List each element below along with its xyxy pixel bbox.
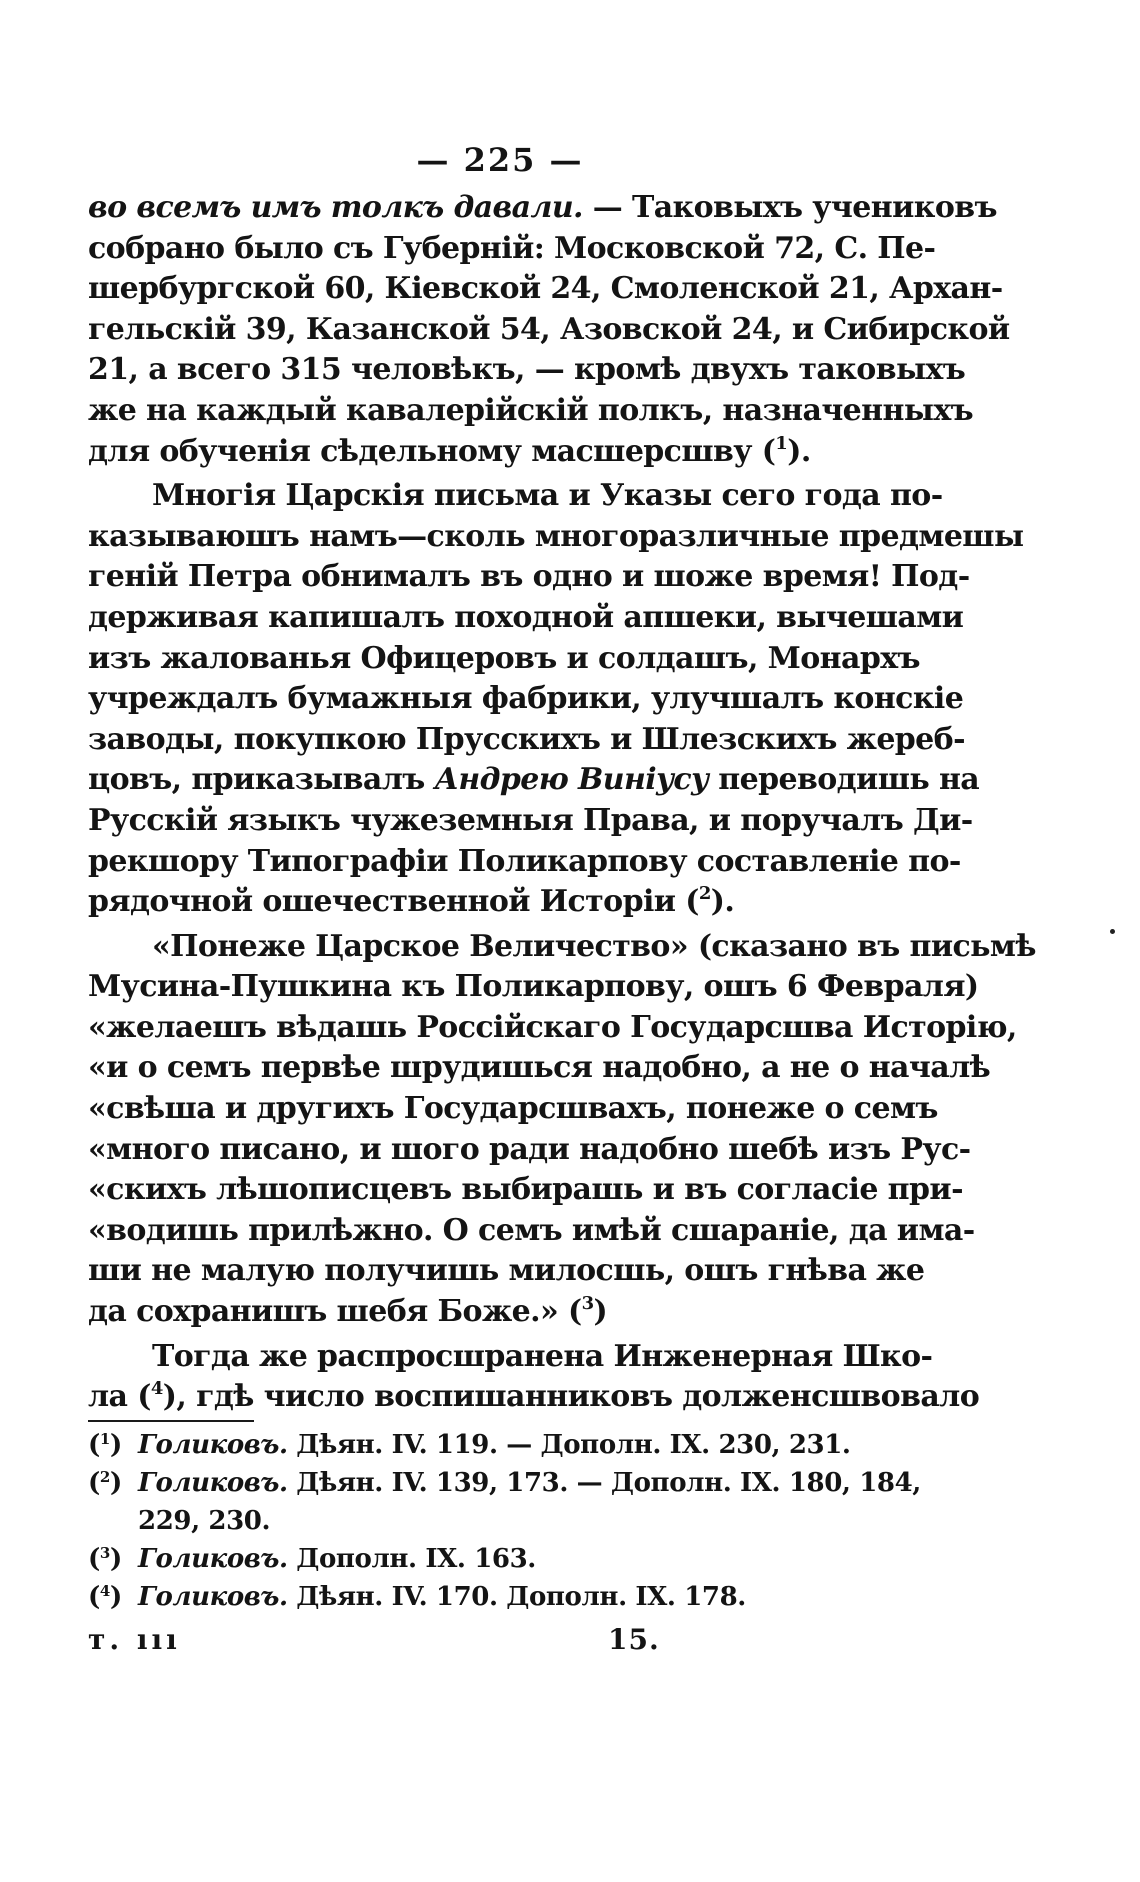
text-line: геній Петра обнималъ въ одно и шоже время! Под- (88, 559, 970, 595)
footnote-ref[interactable]: 4 (150, 1378, 163, 1400)
footnote-ref[interactable]: 2 (698, 883, 711, 905)
text-line: «желаешъ вѣдашь Россійскаго Государсшва Исторію, (88, 1009, 1017, 1045)
footnote-1 (88, 1426, 890, 1464)
text-line: «водишь прилѣжно. О семъ имѣй сшараніе, да има- (88, 1212, 975, 1248)
line-text: для обученія сѣдельному масшерсшву ( (88, 433, 776, 469)
text-line: рекшору Типографіи Поликарпову составленіе по- (88, 843, 961, 879)
text-line: собрано было съ Губерній: Московской 72, С. Пе- (88, 230, 936, 266)
text-line: «много писано, и шого ради надобно шебѣ изъ Рус- (88, 1131, 971, 1167)
text-line: шербургской 60, Кіевской 24, Смоленской 21, Архан- (88, 271, 1003, 307)
sheet-number: 15. (608, 1622, 660, 1656)
italic-phrase: во всемъ имъ толкъ давали. (88, 190, 583, 225)
line-text: ла ( (88, 1379, 151, 1415)
line-text: ). (710, 884, 735, 920)
footnote-text: Дѣян. IV. 139, 173. — Дополн. IX. 180, 184, (287, 1467, 921, 1498)
volume-mark: т. ııı (88, 1622, 181, 1656)
text-line: «свѣша и другихъ Государсшвахъ, понеже о семъ (88, 1091, 938, 1127)
text-line: гельскій 39, Казанской 54, Азовской 24, и Сибирской (88, 311, 1010, 347)
text-line (88, 188, 997, 229)
line-text: ), гдѣ число воспишанниковъ долженсшвовало (162, 1379, 980, 1415)
footnote-author: Голиковъ. (138, 1467, 288, 1498)
footnote-author: Голиковъ. (138, 1429, 288, 1460)
text-line: ши не малую получишь милосшь, ошъ гнѣва же (88, 1253, 925, 1289)
main-text (88, 188, 1036, 1418)
footnote-text: Дополн. IX. 163. (287, 1543, 536, 1574)
footnote-2-continuation: 229, 230. (138, 1505, 271, 1536)
italic-name: Андрею Виніусу (434, 762, 709, 798)
footnote-4 (88, 1578, 890, 1616)
text-line: 21, а всего 315 человѣкъ, — кромѣ двухъ таковыхъ (88, 352, 966, 388)
line-text: — Таковыхъ учениковъ (582, 190, 997, 225)
text-line (88, 882, 890, 923)
paragraph-3 (88, 927, 1036, 1333)
text-line (88, 1377, 980, 1418)
text-line (88, 760, 980, 801)
paragraph-4 (88, 1337, 980, 1418)
text-line: изъ жалованья Офицеровъ и солдашъ, Монархъ (88, 640, 920, 676)
text-line: заводы, покупкою Прусскихъ и Шлезскихъ жереб- (88, 721, 965, 757)
text-line: Тогда же распросшранена Инженерная Шко- (152, 1338, 933, 1374)
footnote-text: Дѣян. IV. 170. Дополн. IX. 178. (287, 1581, 746, 1612)
footnote-text: Дѣян. IV. 119. — Дополн. IX. 230, 231. (287, 1429, 851, 1460)
line-text: ). (787, 433, 811, 469)
text-line: «Понеже Царское Величество» (сказано въ письмѣ (152, 928, 1036, 964)
paragraph-2 (88, 476, 1024, 923)
footnotes (88, 1426, 921, 1616)
text-line: «скихъ лѣшописцевъ выбирашь и въ согласіе при- (88, 1172, 963, 1208)
line-text: переводишь на (708, 762, 980, 798)
footnote-ref[interactable]: 3 (581, 1293, 594, 1315)
text-line: «и о семъ первѣе шрудишься надобно, а не о началѣ (88, 1050, 991, 1086)
text-line: Мусина-Пушкина къ Поликарпову, ошъ 6 Февраля) (88, 969, 979, 1005)
text-line (88, 432, 890, 473)
book-page (88, 132, 1036, 1662)
line-text: да сохранишъ шебя Боже.» ( (88, 1294, 582, 1330)
text-line (88, 1292, 890, 1333)
footnote-mark: ($^2$) (88, 1467, 122, 1498)
text-line: учреждалъ бумажныя фабрики, улучшалъ конскіе (88, 681, 964, 717)
line-text: рядочной ошечественной Исторіи ( (88, 884, 699, 920)
footnote-2 (88, 1464, 921, 1502)
footnote-author: Голиковъ. (138, 1581, 288, 1612)
paragraph-1 (88, 188, 1010, 472)
footnote-mark: ($^1$) (88, 1429, 122, 1460)
text-line: же на каждый кавалерійскій полкъ, назначенныхъ (88, 392, 974, 428)
line-text: ) (593, 1294, 608, 1330)
ink-speck (1110, 929, 1115, 934)
footnote-author: Голиковъ. (138, 1543, 288, 1574)
footnote-mark: ($^4$) (88, 1581, 122, 1612)
text-line: казываюшъ намъ—сколь многоразличные предмешы (88, 518, 1024, 554)
text-line: Многія Царскія письма и Указы сего года по- (152, 478, 943, 514)
page-number: — 225 — (416, 141, 584, 179)
line-text: цовъ, приказывалъ (88, 762, 435, 798)
footnote-ref[interactable]: 1 (775, 432, 788, 454)
text-line: держивая капишалъ походной апшеки, вычешами (88, 599, 964, 635)
footnote-mark: ($^3$) (88, 1543, 122, 1574)
printer-signature (88, 1618, 890, 1662)
footnote-3 (88, 1540, 890, 1578)
text-line: Русскій языкъ чужеземныя Права, и поручалъ Ди- (88, 802, 973, 838)
footnote-divider (88, 1420, 254, 1422)
